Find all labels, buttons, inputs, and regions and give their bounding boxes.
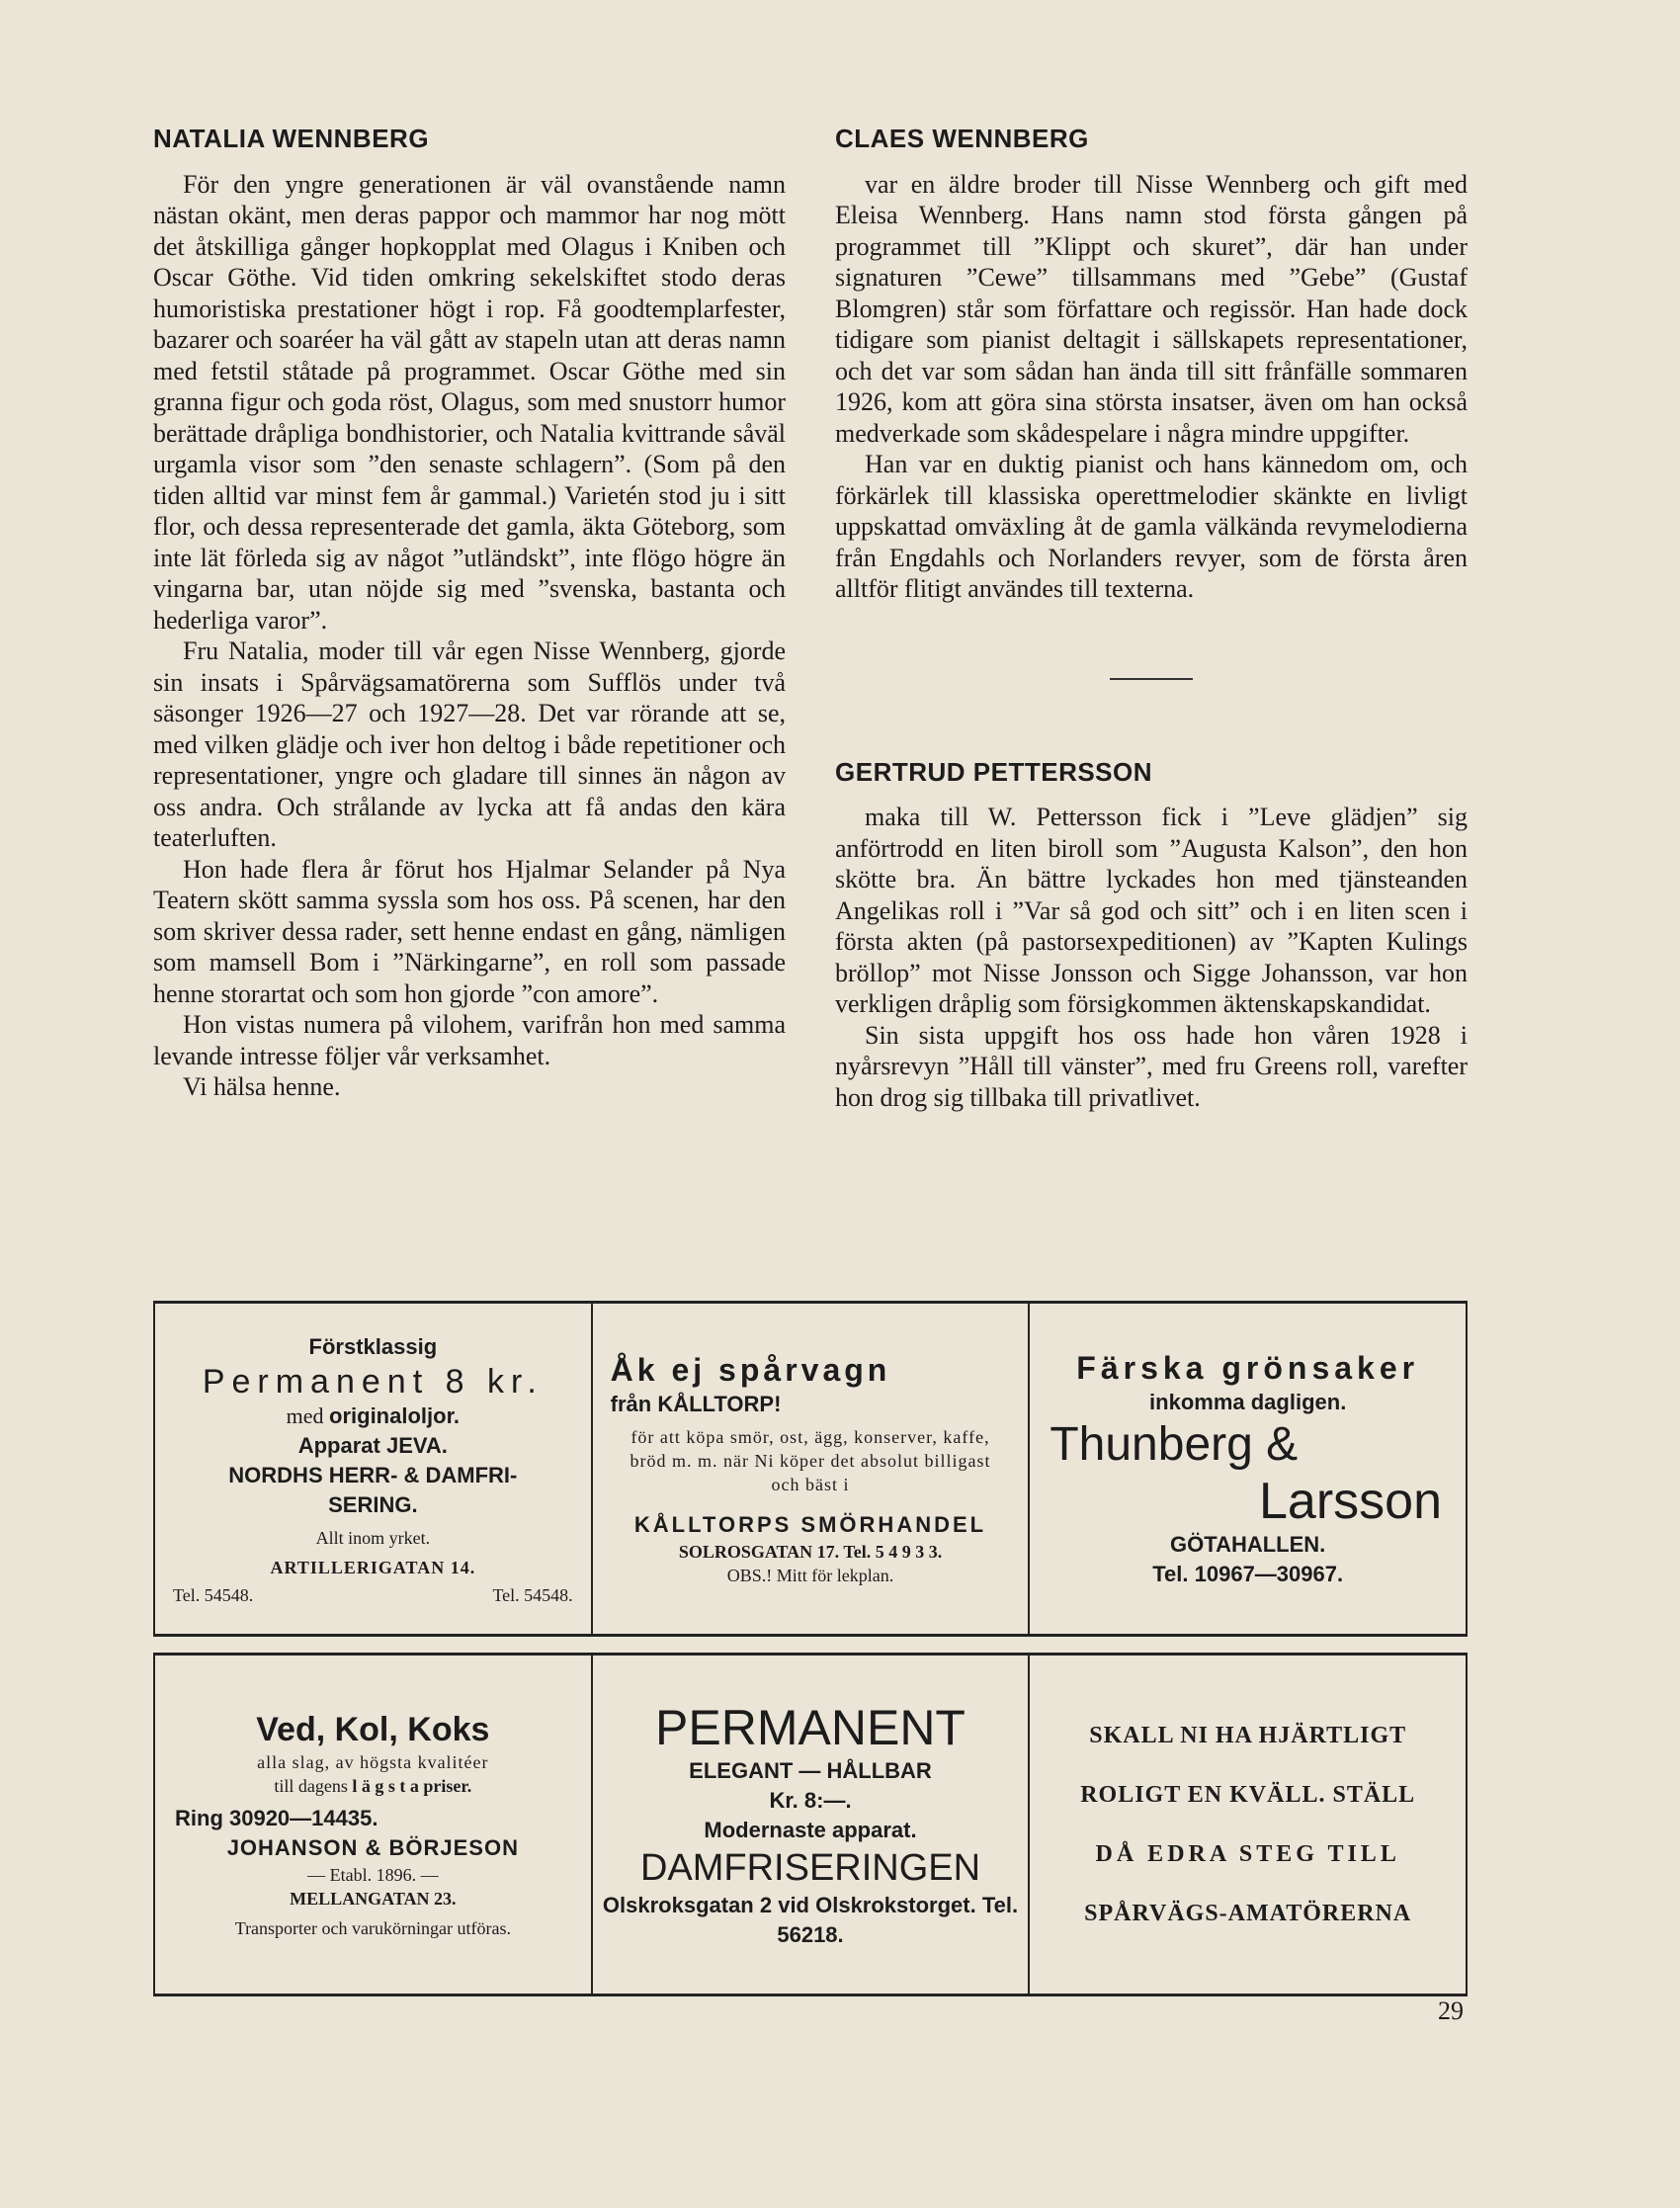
ad-text: OBS.! Mitt för lekplan.	[726, 1566, 894, 1585]
ad-text: SPÅRVÄGS-AMATÖRERNA	[1084, 1901, 1412, 1926]
ad-text: SERING.	[328, 1491, 418, 1517]
ad-text: ARTILLERIGATAN 14.	[270, 1557, 476, 1577]
ad-text: KÅLLTORPS SMÖRHANDEL	[633, 1512, 987, 1537]
paragraph: Hon vistas numera på vilohem, varifrån hon med samma levande intresse följer vår verksamhet.	[153, 1010, 786, 1070]
ad-text: Förstklassig	[308, 1333, 438, 1359]
paragraph: Hon hade flera år förut hos Hjalmar Selander på Nya Teatern skött samma syssla som hos oss. På scenen, har den som skriver dessa rader, sett henne endast en gång, nämligen som mamsell Bom i ”Närkingarne”, en roll som passade henne storartat och som hon gjorde ”con amore”.	[153, 854, 786, 1008]
paragraph: Fru Natalia, moder till vår egen Nisse Wennberg, gjorde sin insats i Spårvägsamatörerna som Sufflös under två säsonger 1926—27 och 1927—28. Det var rörande att se, med vilken glädje och iver hon deltog i både repetitioner och representationer, yngre och gladare till sinnes än någon av oss andra. Och strålande av lycka att få andas den kära teaterluften.	[153, 637, 786, 852]
ad-text: Ring 30920—14435.	[175, 1806, 378, 1830]
ad-text: inkomma dagligen.	[1149, 1390, 1347, 1414]
ad-text: Kr. 8:—.	[769, 1788, 852, 1813]
ad-text: Olskroksgatan 2 vid Olskrokstorget. Tel. 56218.	[602, 1893, 1019, 1947]
ad-text: från KÅLLTORP!	[610, 1392, 782, 1416]
left-column	[153, 124, 786, 1103]
ad-thunberg-larsson	[1028, 1304, 1468, 1634]
ad-text: Ved, Kol, Koks	[256, 1711, 490, 1748]
section-divider	[1110, 678, 1193, 680]
paragraph: var en äldre broder till Nisse Wennberg och gift med Eleisa Wennberg. Hans namn stod första gången på programmet till ”Klippt och skuret”, där han under signaturen ”Cewe” tillsammans med ”Gebe” (Gustaf Blomgren) står som författare och regissör. Han hade dock tidigare som pianist deltagit i sällskapets representationer, och det var som sådan han ända till sitt frånfälle sommaren 1926, kom att göra sina största insatser, även om han också medverkade som skådespelare i några mindre uppgifter.	[835, 169, 1468, 448]
ad-text: Modernaste apparat.	[704, 1818, 917, 1842]
ad-text: MELLANGATAN 23.	[290, 1889, 457, 1909]
ad-text: DAMFRISERINGEN	[639, 1847, 981, 1889]
ad-text: DÅ EDRA STEG TILL	[1095, 1841, 1400, 1867]
ad-text: Thunberg &	[1050, 1418, 1299, 1471]
ad-text: JOHANSON & BÖRJESON	[226, 1835, 519, 1860]
ad-text: alla slag, av högsta kvalitéer	[257, 1752, 489, 1772]
paragraph: Han var en duktig pianist och hans kännedom om, och förkärlek till klassiska operettmelodier skänkte en livligt uppskattad omväxling åt de gamla välkända revymelodierna från Engdahls och Norlanders revyer, som de första åren alltför flitigt användes till texterna.	[835, 450, 1468, 603]
ad-text: Tel. 54548.	[492, 1584, 573, 1605]
paragraph: För den yngre generationen är väl ovanstående namn nästan okänt, men deras pappor och mammor har nog mött det åtskilliga gånger hopkopplat med Olagus i Kniben och Oscar Göthe. Vid tiden omkring sekelskiftet stodo deras humoristiska prestationer högt i rop. Få goodtemplarfester, bazarer och soaréer ha väl gått av stapeln utan att deras namn med fetstil ståtade på programmet. Oscar Göthe med sin granna figur och goda röst, Olagus, som med snustorr humor berättade dråpliga bondhistorier, och Natalia kvittrande såväl urgamla visor som ”den senaste schlagern”. (Som på den tiden alltid var minst fem år gammal.) Varietén stod ju i sitt flor, och dessa representerade det gamla, äkta Göteborg, som inte lät förleda sig av något ”utländskt”, inte flögo högre än vingarna bar, utan nöjde sig med ”svenska, bastanta och hederliga varor”.	[153, 169, 786, 635]
ad-johanson-borjeson	[153, 1656, 591, 1994]
page-number: 29	[1438, 1996, 1464, 2025]
ad-text: Tel. 10967—30967.	[1152, 1562, 1344, 1586]
ad-text: originaloljor.	[329, 1402, 461, 1428]
ad-text: till dagens	[274, 1776, 348, 1796]
ad-text: SOLROSGATAN 17. Tel. 5 4 9 3 3.	[678, 1542, 943, 1562]
ad-text: ROLIGT EN KVÄLL. STÄLL	[1080, 1782, 1416, 1808]
ad-text: Allt inom yrket.	[315, 1527, 431, 1548]
ad-text: med	[286, 1402, 324, 1428]
ad-tel-row	[165, 1585, 581, 1606]
ad-sparvags-amatorerna	[1028, 1656, 1468, 1994]
ad-text: Tel. 54548.	[173, 1584, 254, 1605]
paragraph: Vi hälsa henne.	[183, 1072, 341, 1101]
ad-text: Färska grönsaker	[1076, 1350, 1420, 1386]
heading-natalia-wennberg: NATALIA WENNBERG	[153, 124, 430, 153]
heading-gertrud-pettersson: GERTRUD PETTERSSON	[835, 756, 1153, 787]
ad-text: — Etabl. 1896. —	[307, 1865, 439, 1885]
ad-nordhs-permanent	[153, 1304, 591, 1634]
ad-text: l ä g s t a	[352, 1776, 419, 1796]
ad-text: GÖTAHALLEN.	[1170, 1532, 1326, 1557]
ad-text: för att köpa smör, ost, ägg, konserver, kaffe, bröd m. m. när Ni köper det absolut billigast och bäst i	[630, 1427, 991, 1494]
ad-damfriseringen	[591, 1656, 1029, 1994]
ad-text: Transporter och varukörningar utföras.	[234, 1918, 511, 1938]
ad-text: NORDHS HERR- & DAMFRI-	[228, 1462, 518, 1487]
ad-text: ELEGANT — HÅLLBAR	[689, 1758, 932, 1783]
right-column	[835, 124, 1468, 1113]
ad-text: priser.	[423, 1776, 472, 1796]
ad-text: PERMANENT	[655, 1700, 966, 1755]
paragraph: maka till W. Pettersson fick i ”Leve glädjen” sig anförtrodd en liten biroll som ”Augusta Kalson”, den hon skötte bra. Än bättre lyckades hon med tjänsteanden Angelikas roll i ”Var så god och sitt” och i en liten scen i första akten (på pastorsexpeditionen) av ”Kapten Kulings bröllop” mot Nisse Jonsson och Sigge Johansson, var hon verkligen dråplig som försigkommen äktenskapskandidat.	[835, 803, 1468, 1018]
ad-text: Larsson	[1259, 1473, 1443, 1530]
ad-text: Permanent 8 kr.	[202, 1362, 544, 1401]
ad-text: SKALL NI HA HJÄRTLIGT	[1089, 1723, 1407, 1748]
ad-text: Åk ej spårvagn	[610, 1352, 891, 1388]
advertisement-row	[153, 1653, 1468, 1996]
advertisement-row	[153, 1301, 1468, 1637]
heading-claes-wennberg: CLAES WENNBERG	[835, 124, 1089, 153]
ad-text: Apparat JEVA.	[297, 1432, 448, 1458]
ad-kalltorps-smorhandel	[591, 1304, 1029, 1634]
paragraph: Sin sista uppgift hos oss hade hon våren 1928 i nyårsrevyn ”Håll till vänster”, med fru Greens roll, varefter hon drog sig tillbaka till privatlivet.	[835, 1020, 1468, 1112]
